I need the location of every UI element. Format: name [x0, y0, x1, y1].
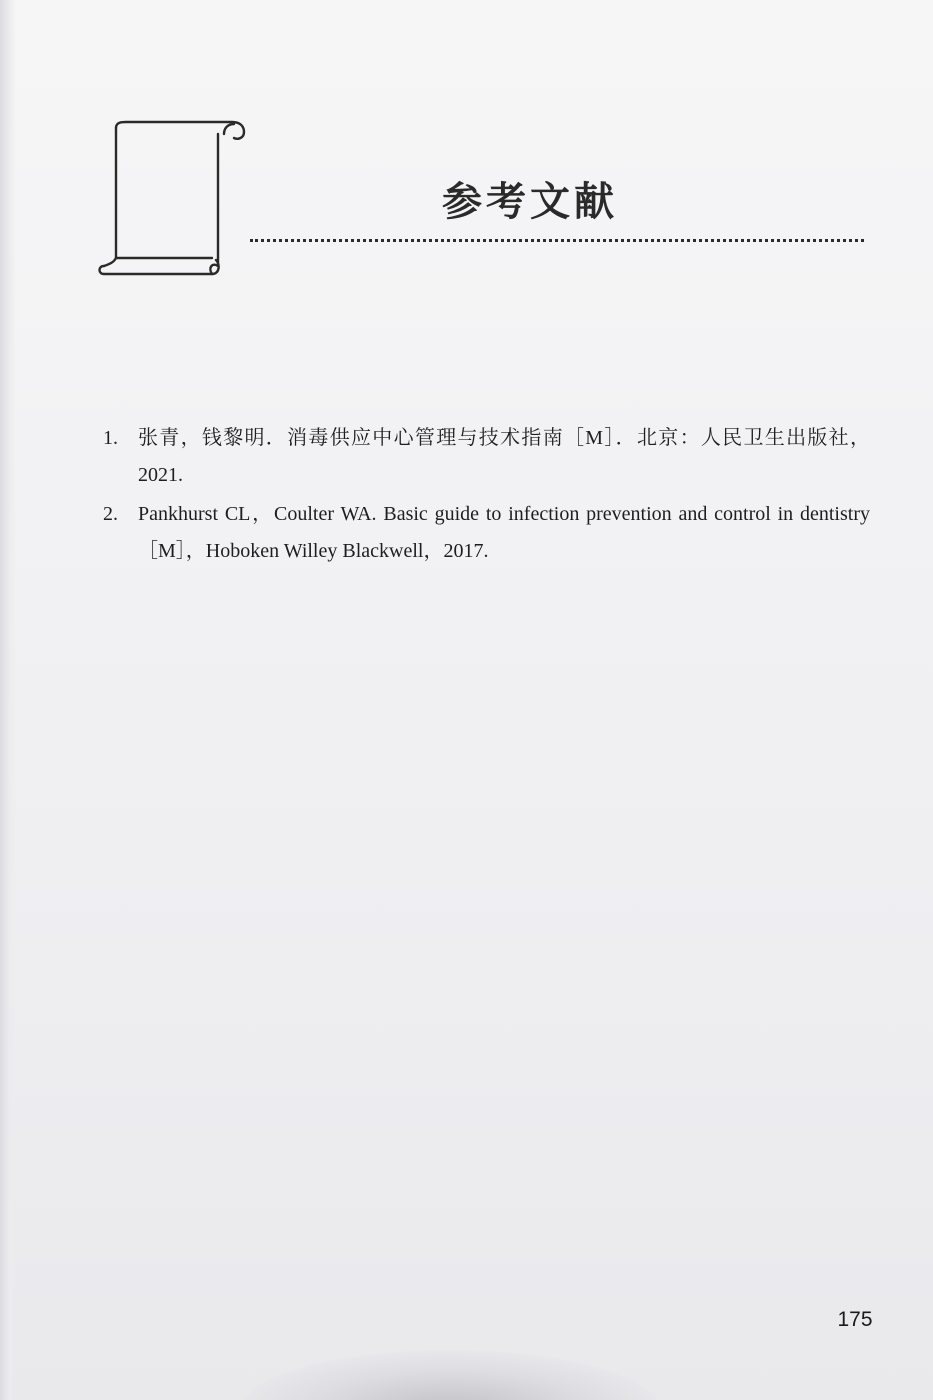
title-dotted-rule	[250, 239, 864, 242]
thumb-shadow	[240, 1350, 660, 1400]
page-title: 参考文献	[442, 179, 618, 225]
reference-list	[100, 420, 870, 572]
reference-text: Pankhurst CL，Coulter WA. Basic guide to infection prevention and control in dentistry［M］，Hoboken Willey Blackwell，2017.	[138, 503, 870, 562]
reference-item	[100, 496, 870, 570]
page-number: 175	[837, 1308, 873, 1331]
reference-text: 张青，钱黎明．消毒供应中心管理与技术指南［M］．北京：人民卫生出版社，2021.	[138, 427, 870, 486]
reference-number: 1.	[103, 427, 118, 449]
scroll-icon	[96, 118, 248, 286]
page-edge-shadow	[0, 0, 16, 1400]
reference-number: 2.	[103, 503, 118, 525]
reference-item	[100, 420, 870, 494]
